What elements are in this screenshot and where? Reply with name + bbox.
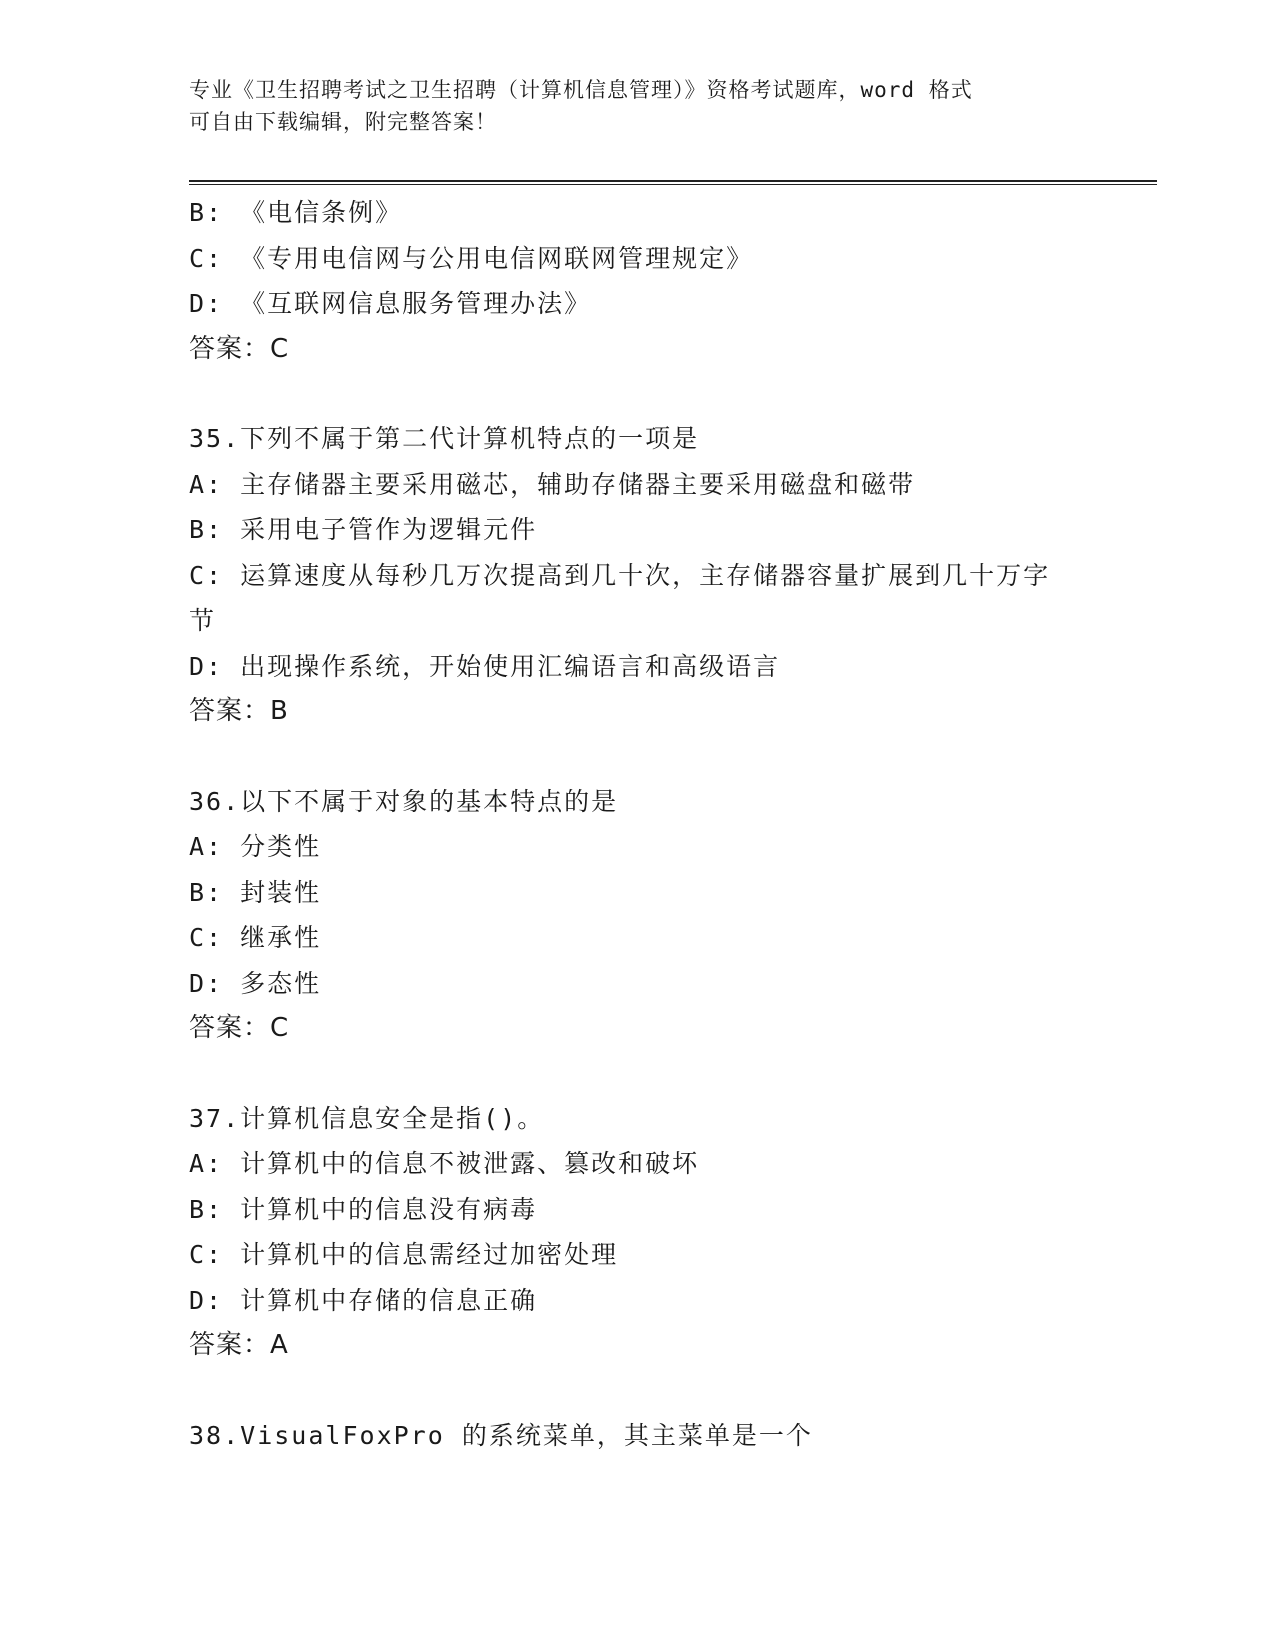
header-line-1: 专业《卫生招聘考试之卫生招聘（计算机信息管理）》资格考试题库，word 格式 [189, 78, 973, 102]
option-b: B: 计算机中的信息没有病毒 [189, 1194, 538, 1224]
spacer [189, 1052, 1089, 1096]
spacer [189, 735, 1089, 779]
answer: 答案：B [189, 696, 289, 726]
option-a: A: 分类性 [189, 832, 322, 861]
option-d: D: 多态性 [189, 968, 322, 998]
header-line-2: 可自由下载编辑，附完整答案！ [189, 110, 497, 134]
option-d: D: 出现操作系统，开始使用汇编语言和高级语言 [189, 651, 781, 681]
question-stem: 38.VisualFoxPro 的系统菜单，其主菜单是一个 [189, 1420, 813, 1450]
question-34 [189, 190, 1089, 372]
document-header [189, 74, 1069, 138]
answer: 答案：C [189, 1013, 290, 1043]
question-38 [189, 1413, 1089, 1459]
spacer [189, 1369, 1089, 1413]
option-d: D: 《互联网信息服务管理办法》 [189, 289, 592, 318]
question-stem: 36.以下不属于对象的基本特点的是 [189, 786, 619, 816]
answer: 答案：A [189, 1330, 289, 1360]
option-c: C: 《专用电信网与公用电信网联网管理规定》 [189, 243, 754, 273]
option-c: C: 运算速度从每秒几万次提高到几十次，主存储器容量扩展到几十万字节 [189, 560, 1051, 635]
option-c: C: 计算机中的信息需经过加密处理 [189, 1240, 619, 1269]
option-a: A: 计算机中的信息不被泄露、篡改和破坏 [189, 1149, 700, 1178]
question-list [189, 190, 1089, 1458]
question-36 [189, 779, 1089, 1052]
option-b: B: 封装性 [189, 877, 322, 907]
header-divider [189, 180, 1157, 185]
question-35 [189, 416, 1089, 735]
option-b: B: 采用电子管作为逻辑元件 [189, 515, 538, 544]
option-c: C: 继承性 [189, 923, 322, 952]
spacer [189, 372, 1089, 416]
option-a: A: 主存储器主要采用磁芯，辅助存储器主要采用磁盘和磁带 [189, 469, 916, 499]
option-d: D: 计算机中存储的信息正确 [189, 1285, 538, 1315]
option-b: B: 《电信条例》 [189, 198, 403, 227]
question-37 [189, 1096, 1089, 1369]
answer: 答案：C [189, 333, 290, 364]
question-stem: 37.计算机信息安全是指()。 [189, 1103, 545, 1133]
question-stem: 35.下列不属于第二代计算机特点的一项是 [189, 424, 700, 453]
